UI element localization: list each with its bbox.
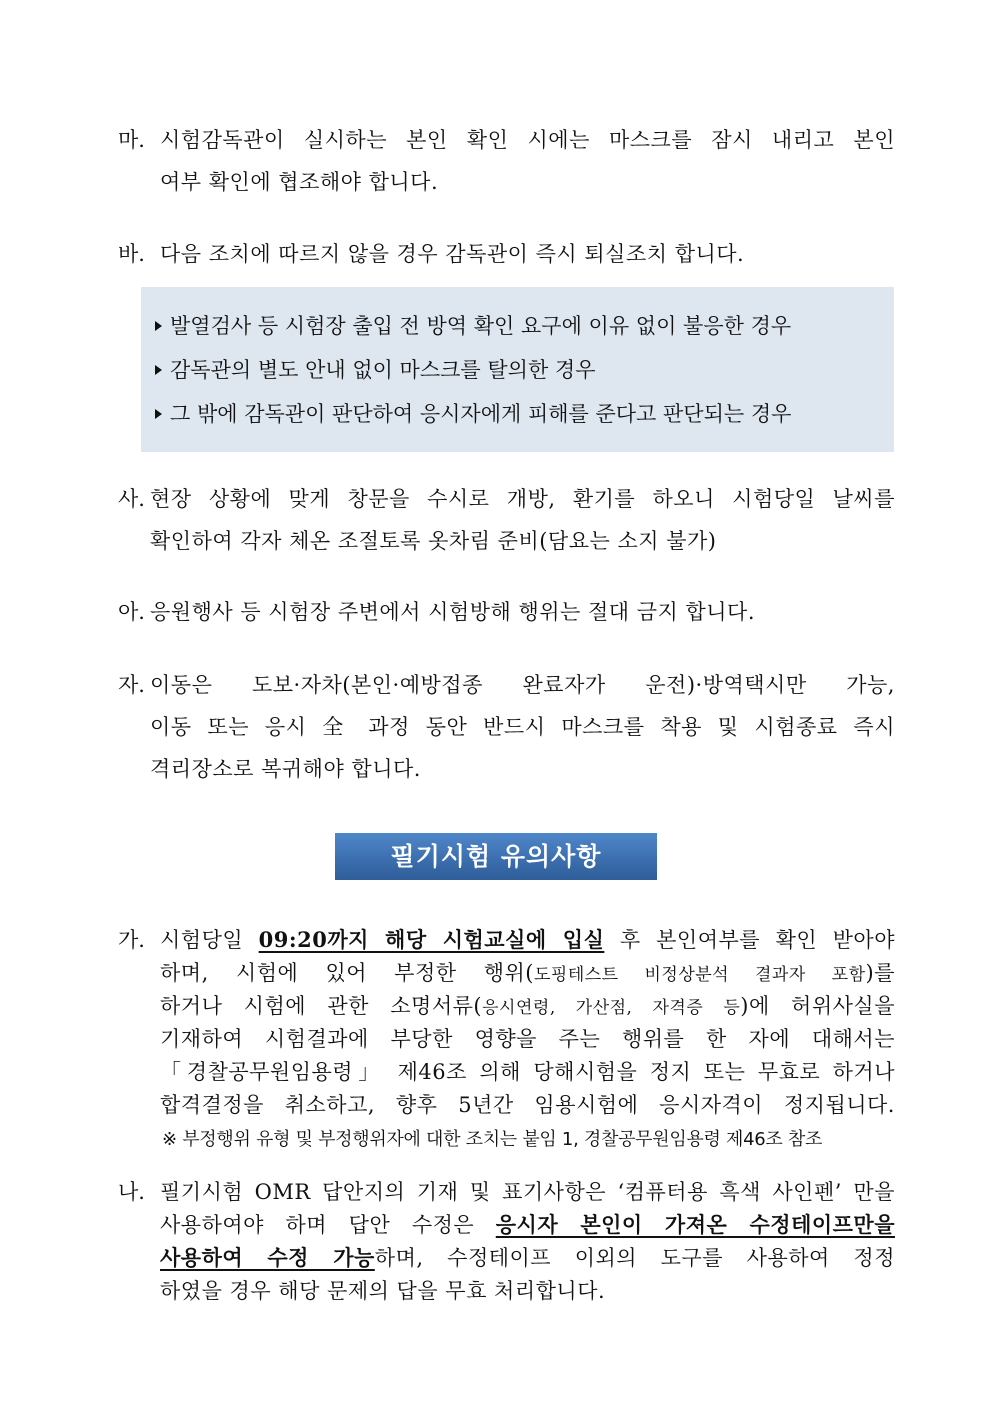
text-segment: 하며, 수정테이프 이외의 도구를 사용하여 정정 bbox=[374, 1246, 895, 1270]
text-segment: 후 본인여부를 확인 받아야 bbox=[604, 928, 895, 952]
small-text: 도핑테스트 비정상분석 결과자 포함 bbox=[533, 965, 866, 985]
item-ja-line1: 이동은 도보·자차(본인·예방접종 완료자가 운전)·방역택시만 가능, bbox=[150, 673, 895, 697]
text-segment: 하거나 시험에 관한 소명서류( bbox=[160, 994, 483, 1018]
triangle-bullet-icon bbox=[155, 409, 162, 419]
text-segment: 시험당일 bbox=[160, 928, 259, 952]
item-ga-line2 bbox=[160, 957, 895, 991]
item-ga-line6: 합격결정을 취소하고, 향후 5년간 임용시험에 응시자격이 정지됩니다. bbox=[160, 1093, 895, 1117]
item-ba-line1: 다음 조치에 따르지 않을 경우 감독관이 즉시 퇴실조치 합니다. bbox=[160, 242, 745, 266]
notice-bullet-text: 그 밖에 감독관이 판단하여 응시자에게 피해를 준다고 판단되는 경우 bbox=[170, 402, 792, 426]
notice-bullet-text: 감독관의 별도 안내 없이 마스크를 탈의한 경우 bbox=[170, 358, 596, 382]
item-marker-sa: 사. bbox=[118, 487, 145, 511]
item-na-line4: 하였을 경우 해당 문제의 답을 무효 처리합니다. bbox=[160, 1279, 606, 1303]
item-marker-ja: 자. bbox=[118, 673, 145, 697]
item-ga-line1 bbox=[160, 924, 895, 956]
item-ga-line5: 「경찰공무원임용령」 제46조 의해 당해시험을 정지 또는 무효로 하거나 bbox=[160, 1060, 895, 1084]
item-marker-a: 아. bbox=[118, 600, 145, 624]
notice-bullet-2 bbox=[155, 355, 595, 385]
item-ja-line3: 격리장소로 복귀해야 합니다. bbox=[150, 757, 421, 781]
item-marker-ma: 마. bbox=[118, 128, 145, 152]
text-segment: 하며, 시험에 있어 부정한 행위( bbox=[160, 961, 534, 985]
item-ma-line1: 시험감독관이 실시하는 본인 확인 시에는 마스크를 잠시 내리고 본인 bbox=[160, 128, 895, 152]
text-segment: 사용하여야 하며 답안 수정은 bbox=[160, 1213, 496, 1237]
triangle-bullet-icon bbox=[155, 365, 162, 375]
item-na-line3 bbox=[160, 1242, 895, 1274]
text-segment: )에 허위사실을 bbox=[740, 994, 895, 1018]
triangle-bullet-icon bbox=[155, 321, 162, 331]
emphasis-text: 사용하여 수정 가능 bbox=[160, 1245, 375, 1270]
item-na-line1: 필기시험 OMR 답안지의 기재 및 표기사항은 ‘컴퓨터용 흑색 사인펜’ 만을 bbox=[160, 1180, 895, 1204]
item-a-line1: 응원행사 등 시험장 주변에서 시험방해 행위는 절대 금지 합니다. bbox=[150, 600, 756, 624]
text-segment: )를 bbox=[865, 961, 895, 985]
emphasis-text: 응시자 본인이 가져온 수정테이프만을 bbox=[495, 1212, 895, 1237]
item-marker-na: 나. bbox=[118, 1180, 145, 1204]
item-ga-note: ※ 부정행위 유형 및 부정행위자에 대한 조치는 붙임 1, 경찰공무원임용령 제46조 참조 bbox=[162, 1129, 823, 1150]
section-banner: 필기시험 유의사항 bbox=[335, 833, 657, 880]
item-sa-line2: 확인하여 각자 체온 조절토록 옷차림 준비(담요는 소지 불가) bbox=[150, 529, 717, 553]
item-ma-line2: 여부 확인에 협조해야 합니다. bbox=[160, 170, 439, 194]
notice-bullet-3 bbox=[155, 399, 791, 429]
notice-bullet-text: 발열검사 등 시험장 출입 전 방역 확인 요구에 이유 없이 불응한 경우 bbox=[170, 314, 792, 338]
item-ga-line4: 기재하여 시험결과에 부당한 영향을 주는 행위를 한 자에 대해서는 bbox=[160, 1027, 895, 1051]
item-ga-line3 bbox=[160, 990, 895, 1024]
notice-box bbox=[141, 287, 894, 452]
item-marker-ga: 가. bbox=[118, 928, 145, 952]
item-marker-ba: 바. bbox=[118, 242, 145, 266]
small-text: 응시연령, 가산점, 자격증 등 bbox=[482, 998, 741, 1018]
emphasis-text: 09:20까지 해당 시험교실에 입실 bbox=[258, 927, 605, 952]
notice-bullet-1 bbox=[155, 311, 791, 341]
item-na-line2 bbox=[160, 1209, 895, 1241]
item-sa-line1: 현장 상황에 맞게 창문을 수시로 개방, 환기를 하오니 시험당일 날씨를 bbox=[150, 487, 895, 511]
item-ja-line2: 이동 또는 응시 全 과정 동안 반드시 마스크를 착용 및 시험종료 즉시 bbox=[150, 715, 895, 739]
